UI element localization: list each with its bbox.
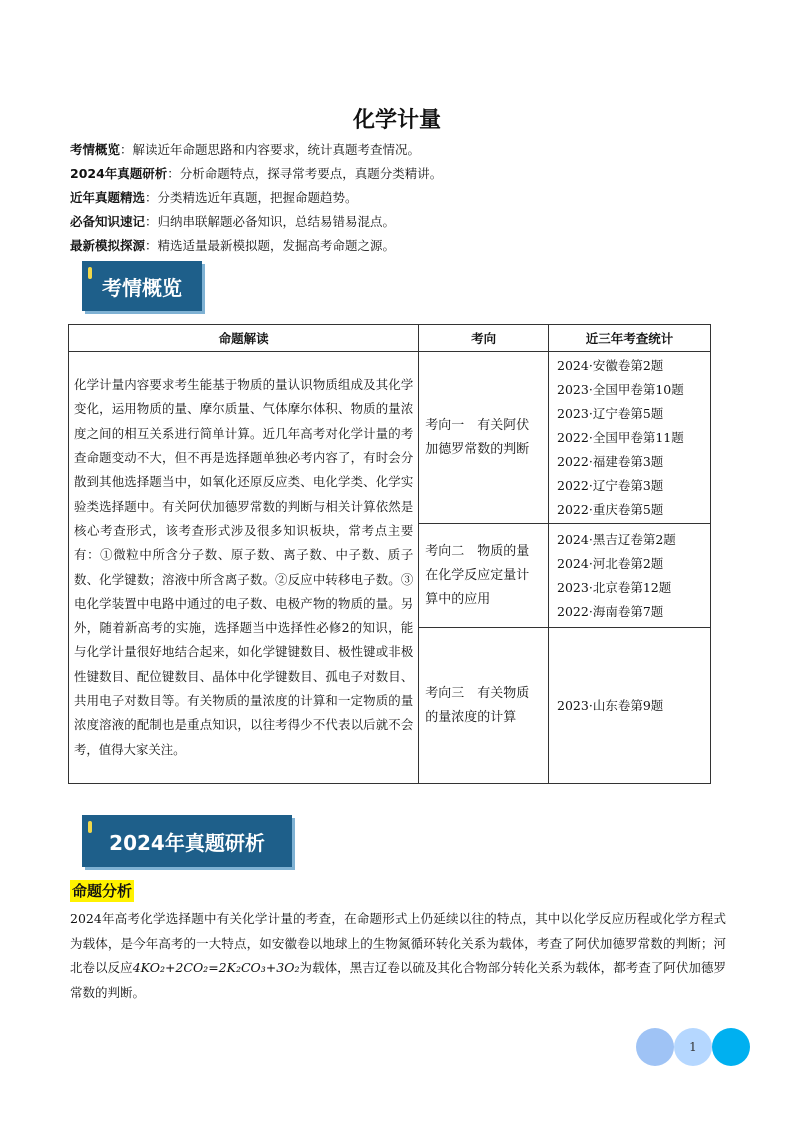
page-indicator <box>636 1028 754 1068</box>
direction-cell: 考向一 有关阿伏加德罗常数的判断 <box>419 352 549 524</box>
stat-item: 2022·全国甲卷第11题 <box>557 429 684 445</box>
analysis-heading: 命题分析 <box>72 882 133 900</box>
intro-text: ：精选适量最新模拟题，发掘高考命题之源。 <box>145 238 396 253</box>
intro-label: 2024年真题研析 <box>70 166 168 181</box>
stat-item: 2023·全国甲卷第10题 <box>557 381 684 397</box>
direction-cell: 考向三 有关物质的量浓度的计算 <box>419 628 549 784</box>
stat-item: 2023·山东卷第9题 <box>557 697 664 713</box>
intro-text: ：解读近年命题思路和内容要求，统计真题考查情况。 <box>120 142 421 157</box>
intro-list <box>70 138 750 258</box>
intro-text: ：分析命题特点，探寻常考要点，真题分类精讲。 <box>167 166 443 181</box>
intro-label: 近年真题精选 <box>70 190 146 205</box>
section-banner-analysis <box>82 815 292 867</box>
page-circle-decor <box>636 1028 674 1066</box>
stat-item: 2024·黑吉辽卷第2题 <box>557 531 676 547</box>
banner-accent <box>88 821 92 833</box>
exam-overview-table <box>68 324 711 784</box>
intro-text: ：分类精选近年真题，把握命题趋势。 <box>145 190 358 205</box>
page-circle-decor <box>712 1028 750 1066</box>
header-stats: 近三年考查统计 <box>549 325 711 352</box>
section-banner-overview <box>82 261 202 311</box>
header-interpretation: 命题解读 <box>69 325 419 352</box>
banner-accent <box>88 267 92 279</box>
stats-cell <box>549 524 711 628</box>
page-number: 1 <box>674 1028 712 1066</box>
direction-cell: 考向二 物质的量在化学反应定量计算中的应用 <box>419 524 549 628</box>
intro-label: 考情概览 <box>70 142 121 157</box>
stat-item: 2022·福建卷第3题 <box>557 453 664 469</box>
intro-item <box>70 186 750 210</box>
stat-item: 2022·海南卷第7题 <box>557 603 664 619</box>
stat-item: 2024·河北卷第2题 <box>557 555 664 571</box>
stat-item: 2022·重庆卷第5题 <box>557 501 664 517</box>
chemical-equation: 4KO₂+2CO₂=2K₂CO₃+3O₂ <box>132 960 300 975</box>
analysis-text-after: 为载体，黑吉辽卷以硫及其化合物部分转化关系为载体，都考查了阿伏加德罗常数的判断。 <box>70 960 726 1000</box>
intro-item <box>70 234 750 258</box>
stat-item: 2023·北京卷第12题 <box>557 579 672 595</box>
intro-label: 最新模拟探源 <box>70 238 146 253</box>
stat-item: 2023·辽宁卷第5题 <box>557 405 664 421</box>
stat-item: 2022·辽宁卷第3题 <box>557 477 664 493</box>
analysis-text-before: 2024年高考化学选择题中有关化学计量的考查，在命题形式上仍延续以往的特点，其中以化学反应历程或化学方程式为载体，是今年高考的一大特点，如安徽卷以地球上的生物氮循环转化关系为载体，考查了阿伏加德罗常数的判断；河北卷以反应 <box>70 911 726 975</box>
intro-item <box>70 138 750 162</box>
intro-label: 必备知识速记 <box>70 214 146 229</box>
table-header-row <box>69 325 711 352</box>
stats-cell <box>549 352 711 524</box>
analysis-paragraph <box>70 907 726 1005</box>
page-title: 化学计量 <box>352 108 441 133</box>
banner-label: 2024年真题研析 <box>109 830 265 855</box>
header-direction: 考向 <box>419 325 549 352</box>
banner-label: 考情概览 <box>102 275 182 300</box>
intro-item <box>70 162 750 186</box>
intro-item <box>70 210 750 234</box>
interpretation-cell: 化学计量内容要求考生能基于物质的量认识物质组成及其化学变化，运用物质的量、摩尔质量、气体摩尔体积、物质的量浓度之间的相互关系进行简单计算。近几年高考对化学计量的考查命题变动不大，但不再是选择题单独必考内容了，有时会分散到其他选择题当中，如氧化还原反应类、电化学类、化学实验类选择题中。有关阿伏加德罗常数的判断与相关计算依然是核心考查形式，该考查形式涉及很多知识板块，常考点主要有：①微粒中所含分子数、原子数、离子数、中子数、质子数、化学键数；溶液中所含离子数。②反应中转移电子数。③电化学装置中电路中通过的电子数、电极产物的物质的量。另外，随着新高考的实施，选择题当中选择性必修2的知识，能与化学计量很好地结合起来，如化学键键数目、极性键或非极性键数目、配位键数目、晶体中化学键数目、孤电子对数目、共用电子对数目等。有关物质的量浓度的计算和一定物质的量浓度溶液的配制也是重点知识，以往考得少不代表以后就不会考，值得大家关注。 <box>69 352 419 784</box>
table-row <box>69 352 711 524</box>
stat-item: 2024·安徽卷第2题 <box>557 357 664 373</box>
intro-text: ：归纳串联解题必备知识，总结易错易混点。 <box>145 214 396 229</box>
stats-cell <box>549 628 711 784</box>
